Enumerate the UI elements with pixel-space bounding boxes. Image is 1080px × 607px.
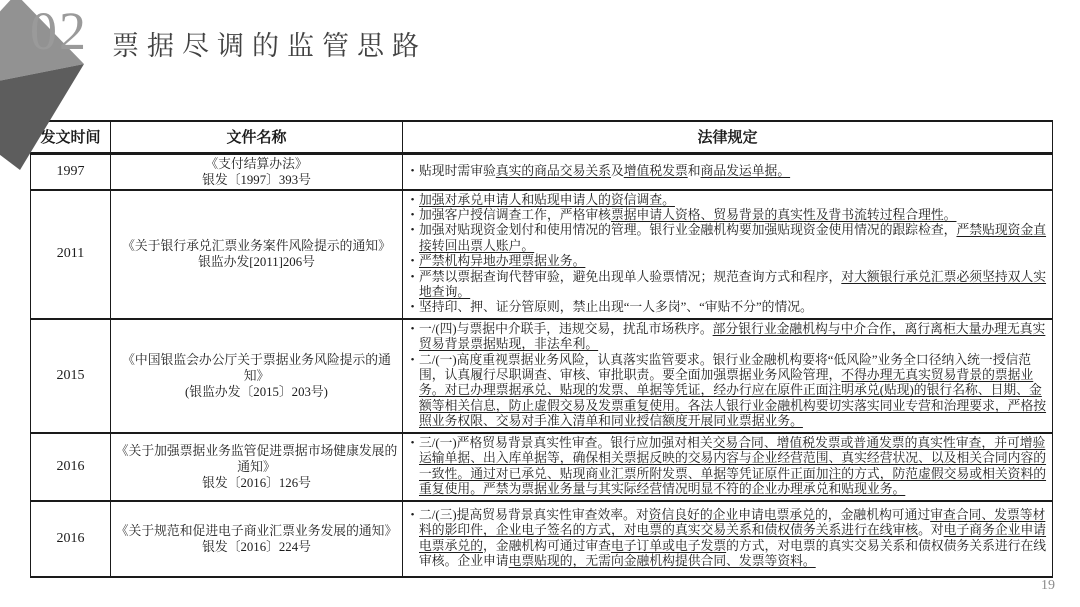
legal-provisions-cell: [403, 319, 1053, 433]
bullet-icon: •: [410, 164, 415, 177]
legal-provisions-cell: [403, 501, 1053, 577]
document-name-line: 《中国银监会办公厅关于票据业务风险提示的通知》: [122, 352, 391, 383]
document-name-line: 银发〔1997〕393号: [202, 172, 311, 187]
table-header: [31, 121, 1053, 153]
column-header-document-name: 文件名称: [111, 121, 403, 153]
document-name-cell: [111, 501, 403, 577]
issue-year-cell: 2016: [31, 501, 111, 577]
column-header-issue-date: 发文时间: [31, 121, 111, 153]
bullet-icon: •: [410, 301, 415, 314]
table-row: [31, 190, 1053, 319]
document-name-line: 银发〔2016〕126号: [202, 475, 311, 490]
legal-bullet-text: 加强对承兑申请人和贴现申请人的资信调查。: [419, 192, 675, 207]
legal-bullet-text: 二/(三)提高贸易背景真实性审查效率。对资信良好的企业申请电票承兑的，金融机构可通过审查合同、发票等材料的影印件，企业电子签名的方式，对电票的真实交易关系和债权债务关系进行在线审核。对电子商务企业申请电票承兑的，金融机构可通过审查电子订单或电子发票的方式，对电票的真实交易关系和债权债务关系进行在线审核。企业申请电票贴现的，无需向金融机构提供合同、发票等资料。: [419, 507, 1047, 568]
regulation-table: [30, 120, 1053, 578]
legal-bullet: [406, 208, 1048, 223]
legal-bullet-text: 严禁机构异地办理票据业务。: [419, 254, 586, 269]
legal-provisions-cell: [403, 190, 1053, 319]
table-row: [31, 501, 1053, 577]
legal-bullet-text: 加强对贴现资金划付和使用情况的管理。银行业金融机构要加强贴现资金使用情况的跟踪检查，严禁贴现资金直接转回出票人账户。: [419, 223, 1047, 253]
table-row: [31, 433, 1053, 501]
table-row: [31, 153, 1053, 190]
legal-bullet-text: 一/(四)与票据中介联手，违规交易，扰乱市场秩序。部分银行业金融机构与中介合作，离行离柜大量办理无真实贸易背景票据贴现，非法牟利。: [419, 321, 1046, 352]
bullet-icon: •: [410, 224, 415, 237]
document-name-line: (银监办发〔2015〕203号): [185, 384, 328, 399]
table-body: [31, 153, 1053, 577]
bullet-icon: •: [410, 208, 415, 221]
document-name-line: 《关于规范和促进电子商业汇票业务发展的通知》: [115, 523, 398, 538]
page-number: 19: [1041, 578, 1055, 593]
legal-bullet: [406, 508, 1048, 570]
legal-provisions-cell: [403, 153, 1053, 190]
bullet-icon: •: [410, 436, 415, 449]
document-name-cell: [111, 319, 403, 433]
legal-bullet-text: 三/(一)严格贸易背景真实性审查。银行应加强对相关交易合同、增值税发票或普通发票的真实性审查，并可增验运输单据、出入库单据等，确保相关票据反映的交易内容与企业经营范围、真实经营状况、以及相关合同内容的一致性。通过对已承兑、贴现商业汇票所附发票、单据等凭证原件正面加注的方式，防范虚假交易或相关资料的重复使用。严禁为票据业务量与其实际经营情况明显不符的企业办理承兑和贴现业务。: [419, 435, 1047, 496]
document-name-line: 银发〔2016〕224号: [202, 539, 311, 554]
column-header-legal-provisions: 法律规定: [403, 121, 1053, 153]
legal-bullet: [406, 436, 1048, 498]
issue-year-cell: 1997: [31, 153, 111, 190]
legal-bullet: [406, 300, 1048, 315]
document-name-cell: [111, 433, 403, 501]
legal-bullet: [406, 322, 1048, 353]
issue-year-cell: 2011: [31, 190, 111, 319]
legal-bullet-text: 坚持印、押、证分管原则，禁止出现“一人多岗”、“审贴不分”的情况。: [419, 300, 813, 315]
bullet-icon: •: [410, 270, 415, 283]
document-name-line: 《关于银行承兑汇票业务案件风险提示的通知》: [122, 239, 391, 254]
document-name-cell: [111, 153, 403, 190]
legal-bullet: [406, 270, 1048, 301]
issue-year-cell: 2016: [31, 433, 111, 501]
legal-bullet: [406, 164, 1048, 179]
legal-bullet-text: 二/(一)高度重视票据业务风险，认真落实监管要求。银行业金融机构要将“低风险”业务全口径纳入统一授信范围，认真履行尽职调查、审核、审批职责。要全面加强票据业务风险管理，不得办理无真实贸易背景的票据业务。对已办理票据承兑、贴现的发票、单据等凭证，经办行应在原件正面注明承兑(贴现)的银行名称、日期、金额等相关信息，防止虚假交易及发票重复使用。各法人银行业金融机构要切实落实同业专营和治理要求，严格按照业务权限、交易对手准入清单和同业授信额度开展同业票据业务。: [419, 352, 1047, 429]
table-header-row: [31, 121, 1053, 153]
document-name-line: 《关于加强票据业务监管促进票据市场健康发展的通知》: [115, 443, 398, 474]
legal-bullet: [406, 353, 1048, 430]
table-row: [31, 319, 1053, 433]
issue-year-cell: 2015: [31, 319, 111, 433]
document-name-line: 银监办发[2011]206号: [198, 255, 315, 270]
legal-bullet: [406, 223, 1048, 254]
document-name-cell: [111, 190, 403, 319]
bullet-icon: •: [410, 353, 415, 366]
section-number: 02: [30, 1, 88, 61]
legal-bullet-text: 贴现时需审验真实的商品交易关系及增值税发票和商品发运单据。: [419, 163, 791, 178]
legal-bullet: [406, 193, 1048, 208]
bullet-icon: •: [410, 508, 415, 521]
bullet-icon: •: [410, 322, 415, 335]
legal-bullet-text: 严禁以票据查询代替审验，避免出现单人验票情况；规范查询方式和程序，对大额银行承兑汇票必须坚持双人实地查询。: [419, 269, 1047, 299]
page-title: 票据尽调的监管思路: [112, 31, 427, 61]
bullet-icon: •: [410, 193, 415, 206]
legal-bullet: [406, 254, 1048, 269]
document-name-line: 《支付结算办法》: [205, 156, 308, 171]
bullet-icon: •: [410, 255, 415, 268]
legal-provisions-cell: [403, 433, 1053, 501]
legal-bullet-text: 加强客户授信调查工作，严格审核票据申请人资格、贸易背景的真实性及背书流转过程合理性。: [419, 207, 957, 222]
